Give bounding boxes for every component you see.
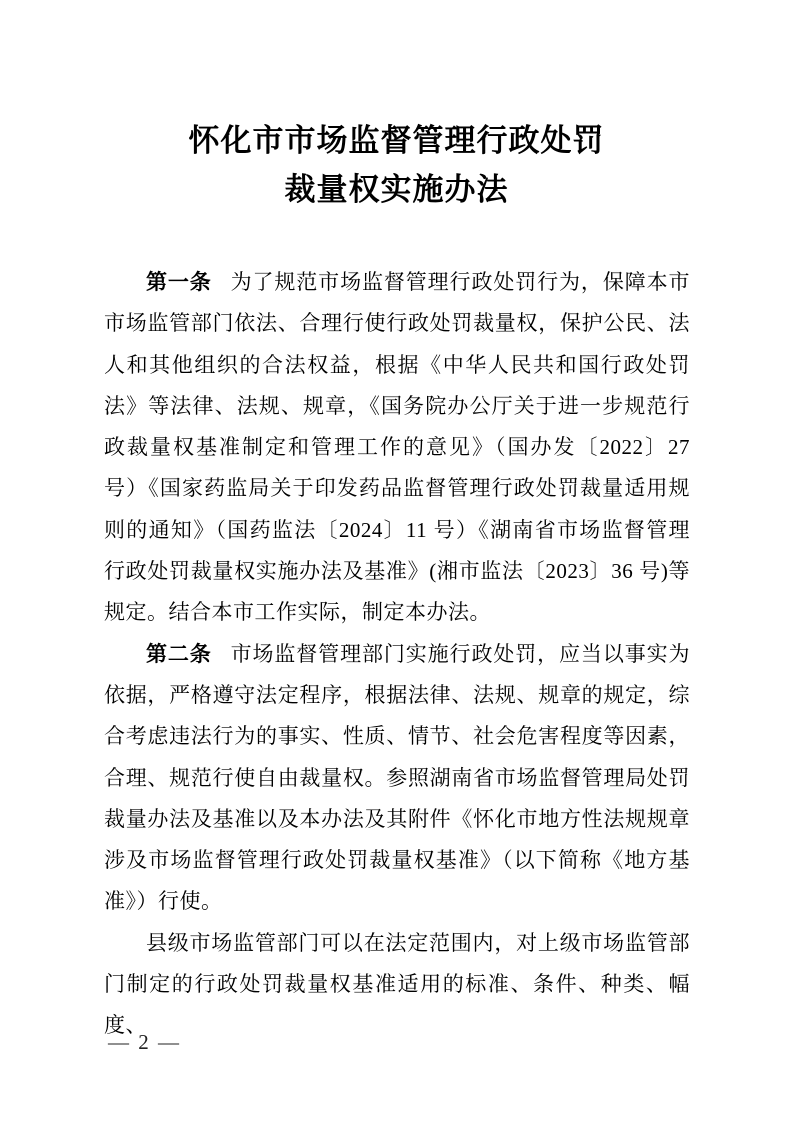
- document-title-line2: 裁量权实施办法: [284, 172, 509, 207]
- paragraph-article-2: [104, 634, 690, 923]
- page-footer: [108, 1030, 181, 1055]
- document-title: [0, 116, 793, 214]
- article-1-text: 为了规范市场监督管理行政处罚行为，保障本市市场监管部门依法、合理行使行政处罚裁量权，保护公民、法人和其他组织的合法权益，根据《中华人民共和国行政处罚法》等法律、法规、规章，《国务院办公厅关于进一步规范行政裁量权基准制定和管理工作的意见》（国办发〔2022〕27 号）《国家药监局关于印发药品监督管理行政处罚裁量适用规则的通知》（国药监法〔2024〕11 号）《湖南省市场监督管理行政处罚裁量权实施办法及基准》(湘市监法〔2023〕36 号)等规定。结合本市工作实际，制定本办法。: [104, 270, 691, 625]
- document-title-line1: 怀化市市场监督管理行政处罚: [188, 123, 605, 158]
- paragraph-article-1: [104, 262, 690, 634]
- article-1-number: 第一条: [146, 270, 212, 294]
- article-2-number: 第二条: [146, 641, 212, 666]
- paragraph-continuation: [104, 923, 690, 1047]
- document-body: [104, 262, 690, 1047]
- article-2-text: 市场监督管理部门实施行政处罚，应当以事实为依据，严格遵守法定程序，根据法律、法规、规章的规定，综合考虑违法行为的事实、性质、情节、社会危害程度等因素，合理、规范行使自由裁量权。参照湖南省市场监督管理局处罚裁量办法及基准以及本办法及其附件《怀化市地方性法规规章涉及市场监督管理行政处罚裁量权基准》（以下简称《地方基准》）行使。: [104, 641, 691, 914]
- paragraph-3-text: 县级市场监管部门可以在法定范围内，对上级市场监管部门制定的行政处罚裁量权基准适用的标准、条件、种类、幅度、: [104, 930, 690, 1038]
- page-number: — 2 —: [108, 1030, 181, 1054]
